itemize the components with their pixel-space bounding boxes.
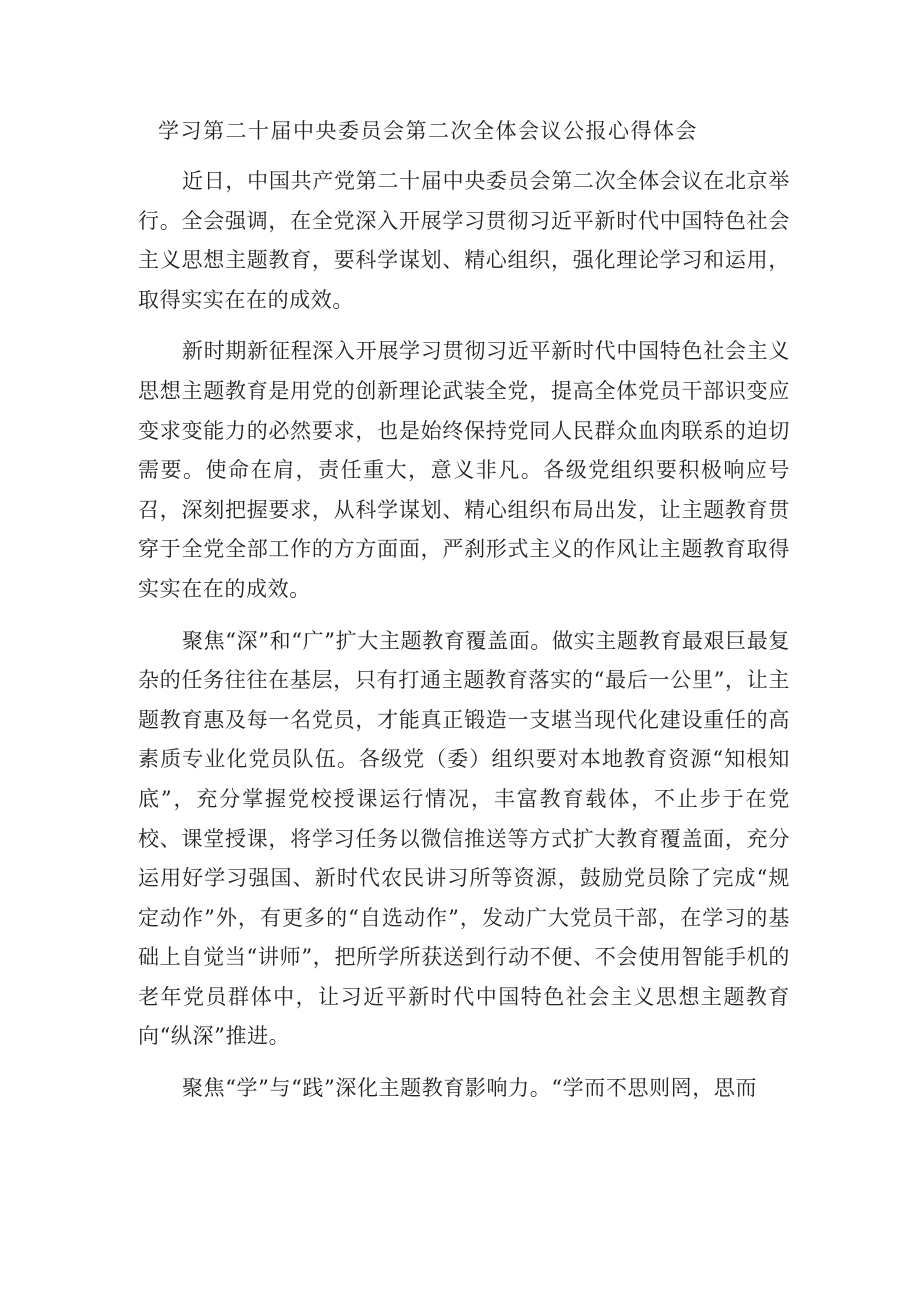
- document-title: 学习第二十届中央委员会第二次全体会议公报心得体会: [158, 119, 698, 143]
- body-paragraph: 近日，中国共产党第二十届中央委员会第二次全体会议在北京举行。全会强调，在全党深入开展学习贯彻习近平新时代中国特色社会主义思想主题教育，要科学谋划、精心组织，强化理论学习和运用，取得实实在在的成效。: [138, 169, 790, 312]
- body-paragraph: 新时期新征程深入开展学习贯彻习近平新时代中国特色社会主义思想主题教育是用党的创新理论武装全党，提高全体党员干部识变应变求变能力的必然要求，也是始终保持党同人民群众血肉联系的迫切需要。使命在肩，责任重大，意义非凡。各级党组织要积极响应号召，深刻把握要求，从科学谋划、精心组织布局出发，让主题教育贯穿于全党全部工作的方方面面，严刹形式主义的作风让主题教育取得实实在在的成效。: [138, 339, 790, 601]
- body-paragraph: 聚焦“学”与“践”深化主题教育影响力。“学而不思则罔，思而: [182, 1076, 758, 1101]
- body-paragraph: 聚焦“深”和“广”扩大主题教育覆盖面。做实主题教育最艰巨最复杂的任务往往在基层，只有打通主题教育落实的“最后一公里”，让主题教育惠及每一名党员，才能真正锻造一支堪当现代化建设重任的高素质专业化党员队伍。各级党（委）组织要对本地教育资源“知根知底”，充分掌握党校授课运行情况，丰富教育载体，不止步于在党校、课堂授课，将学习任务以微信推送等方式扩大教育覆盖面，充分运用好学习强国、新时代农民讲习所等资源，鼓励党员除了完成“规定动作”外，有更多的“自选动作”，发动广大党员干部，在学习的基础上自觉当“讲师”，把所学所获送到行动不便、不会使用智能手机的老年党员群体中，让习近平新时代中国特色社会主义思想主题教育向“纵深”推进。: [138, 628, 790, 1049]
- document-body: [138, 162, 790, 1121]
